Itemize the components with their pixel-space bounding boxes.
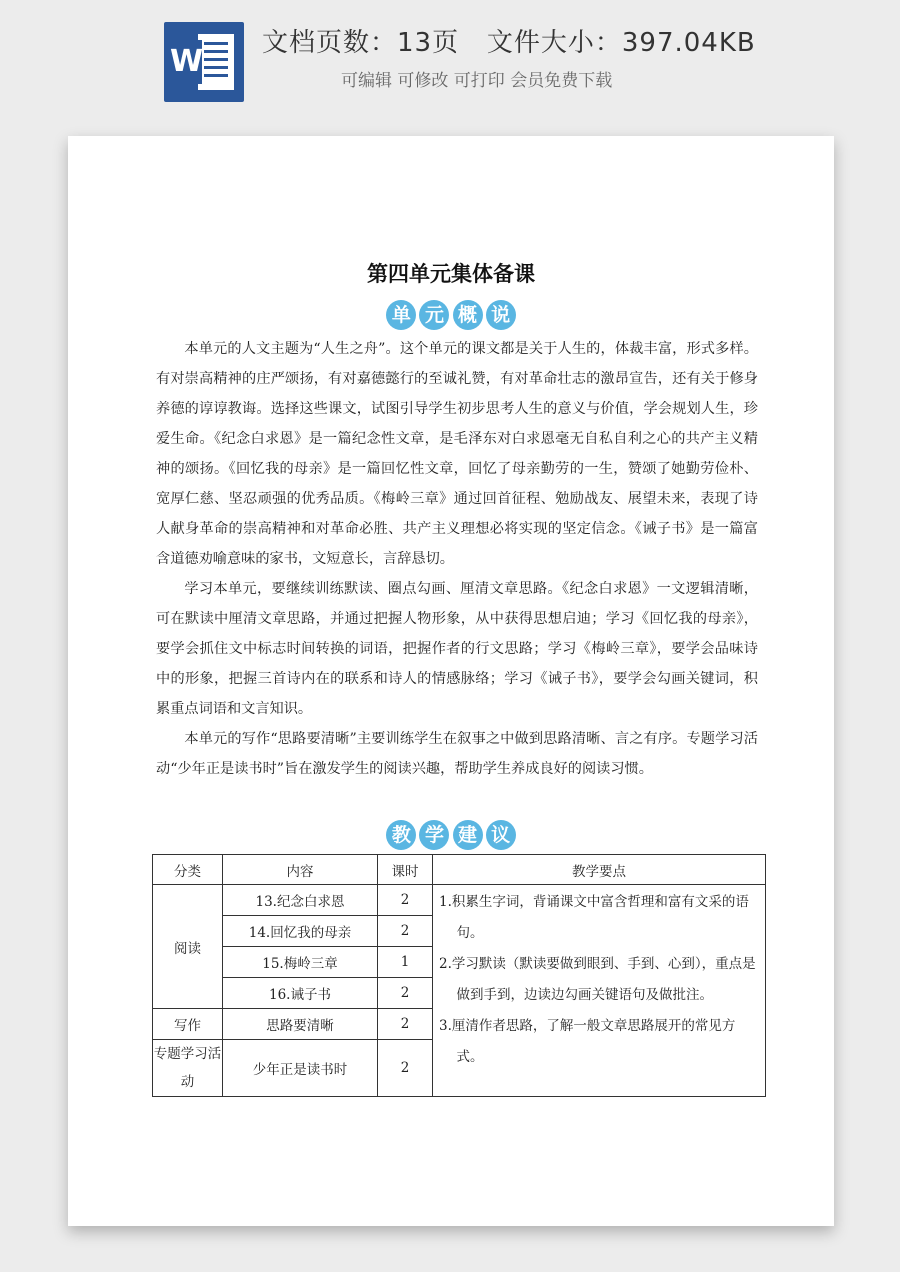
heading-badge: 建 (453, 820, 483, 850)
paragraph: 学习本单元，要继续训练默读、圈点勾画、厘清文章思路。《纪念白求恩》一文逻辑清晰，可在默读中厘清文章思路，并通过把握人物形象，从中获得思想启迪；学习《回忆我的母亲》，要学会抓住文中标志时间转换的词语，把握作者的行文思路；学习《梅岭三章》，要学会品味诗中的形象，把握三首诗内在的联系和诗人的情感脉络；学习《诫子书》，要学会勾画关键词，积累重点词语和文言知识。 (156, 581, 758, 717)
section-heading-unit-overview (68, 300, 834, 330)
hours-cell: 2 (378, 1009, 433, 1040)
teaching-plan-table (152, 854, 766, 1097)
column-header: 教学要点 (433, 855, 766, 885)
table-row (153, 885, 766, 916)
document-page (68, 136, 834, 1226)
teaching-point: 2.学习默读（默读要做到眼到、手到、心到），重点是做到手到，边读边勾画关键语句及做批注。 (439, 956, 756, 1003)
table-header-row (153, 855, 766, 885)
file-features: 可编辑 可修改 可打印 会员免费下载 (341, 71, 613, 91)
section-heading-teaching-suggestions (68, 820, 834, 850)
category-cell: 阅读 (153, 885, 223, 1009)
heading-badge: 说 (486, 300, 516, 330)
content-cell: 15.梅岭三章 (223, 947, 378, 978)
heading-badge: 概 (453, 300, 483, 330)
content-cell: 13.纪念白求恩 (223, 885, 378, 916)
paragraph: 本单元的人文主题为“人生之舟”。这个单元的课文都是关于人生的，体裁丰富，形式多样。有对崇高精神的庄严颂扬，有对嘉德懿行的至诚礼赞，有对革命壮志的激昂宣告，还有关于修身养德的谆谆教诲。选择这些课文，试图引导学生初步思考人生的意义与价值，学会规划人生，珍爱生命。《纪念白求恩》是一篇纪念性文章，是毛泽东对白求恩毫无自私自利之心的共产主义精神的颂扬。《回忆我的母亲》是一篇回忆性文章，回忆了母亲勤劳的一生，赞颂了她勤劳俭朴、宽厚仁慈、坚忍顽强的优秀品质。《梅岭三章》通过回首征程、勉励战友、展望未来，表现了诗人献身革命的崇高精神和对革命必胜、共产主义理想必将实现的坚定信念。《诫子书》是一篇富含道德劝喻意味的家书，文短意长，言辞恳切。 (156, 341, 758, 567)
teaching-point: 3.厘清作者思路，了解一般文章思路展开的常见方式。 (439, 1018, 736, 1065)
teaching-point: 1.积累生字词，背诵课文中富含哲理和富有文采的语句。 (439, 894, 749, 941)
file-info-title: 文档页数：13页 文件大小：397.04KB (262, 28, 756, 58)
column-header: 分类 (153, 855, 223, 885)
heading-badge: 单 (386, 300, 416, 330)
heading-badge: 教 (386, 820, 416, 850)
body-text (156, 334, 758, 784)
category-cell: 写作 (153, 1009, 223, 1040)
column-header: 内容 (223, 855, 378, 885)
heading-badge: 学 (419, 820, 449, 850)
hours-cell: 1 (378, 947, 433, 978)
download-header (0, 0, 900, 120)
hours-cell: 2 (378, 1040, 433, 1097)
content-cell: 思路要清晰 (223, 1009, 378, 1040)
content-cell: 少年正是读书时 (223, 1040, 378, 1097)
content-cell: 16.诫子书 (223, 978, 378, 1009)
category-cell: 专题学习活动 (153, 1040, 223, 1097)
page-title: 第四单元集体备课 (367, 261, 535, 286)
hours-cell: 2 (378, 916, 433, 947)
heading-badge: 元 (419, 300, 449, 330)
column-header: 课时 (378, 855, 433, 885)
teaching-points-cell (433, 885, 766, 1097)
content-cell: 14.回忆我的母亲 (223, 916, 378, 947)
paragraph: 本单元的写作“思路要清晰”主要训练学生在叙事之中做到思路清晰、言之有序。专题学习活动“少年正是读书时”旨在激发学生的阅读兴趣，帮助学生养成良好的阅读习惯。 (156, 731, 758, 777)
hours-cell: 2 (378, 885, 433, 916)
word-document-icon: W (164, 22, 244, 102)
hours-cell: 2 (378, 978, 433, 1009)
heading-badge: 议 (486, 820, 516, 850)
